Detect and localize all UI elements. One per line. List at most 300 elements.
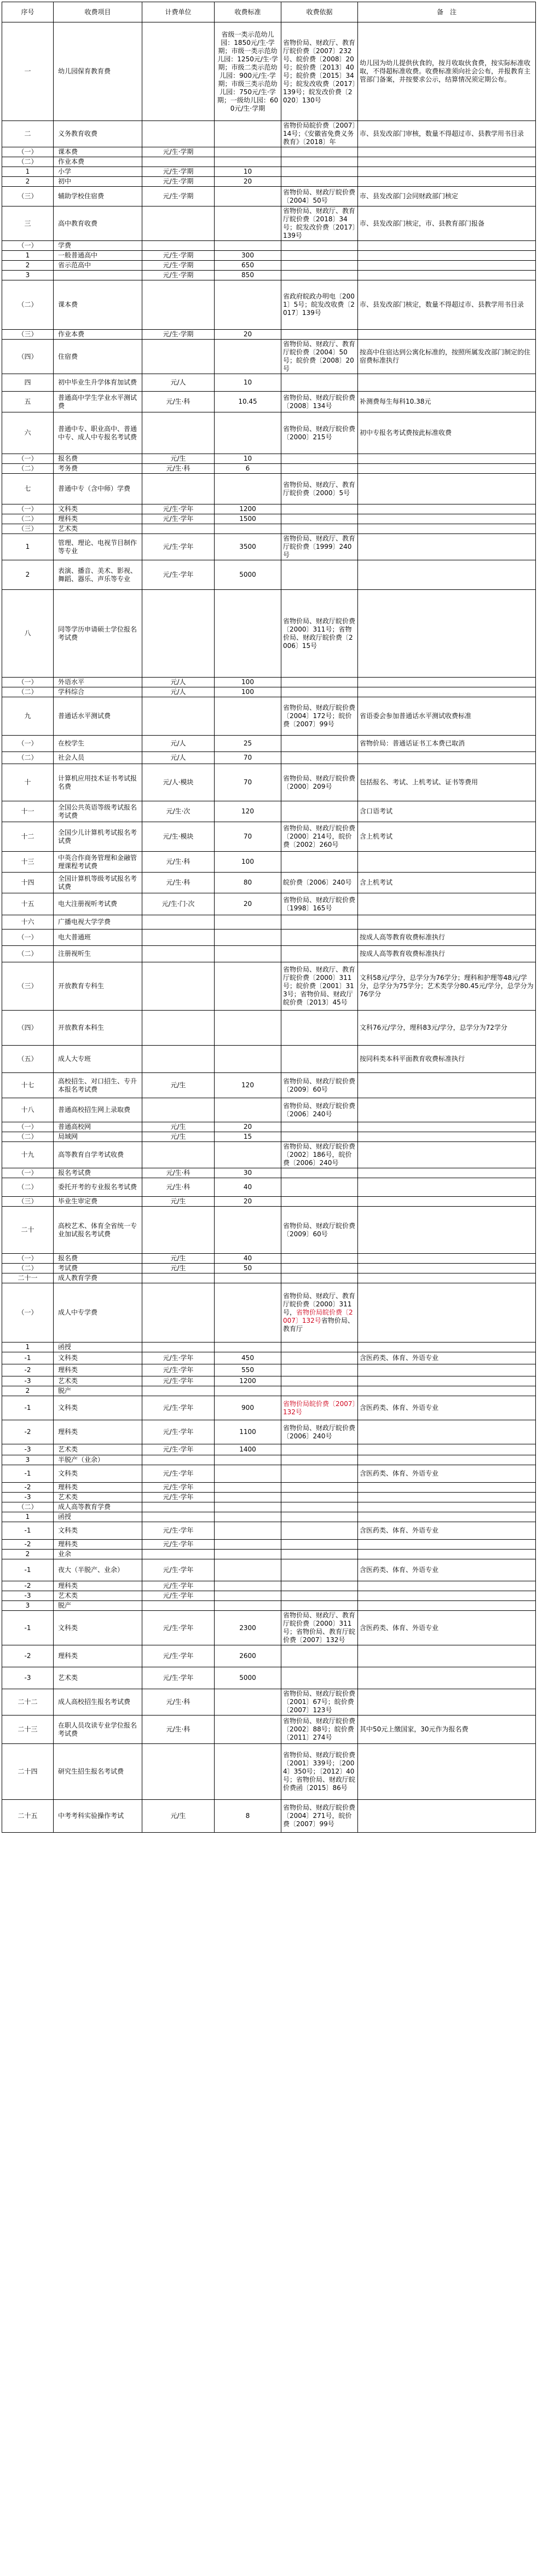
fee-table <box>2 2 536 1833</box>
fee-basis <box>281 946 358 962</box>
fee-standard: 6 <box>215 464 281 474</box>
billing-unit: 元/生·科 <box>142 1716 215 1744</box>
billing-unit <box>142 1455 215 1465</box>
fee-basis: 皖价费〔2006〕240号 <box>281 873 358 893</box>
table-row <box>2 801 536 822</box>
billing-unit: 元/生·学期 <box>142 261 215 271</box>
table-row <box>2 454 536 464</box>
fee-basis: 省物价局、财政厅皖价费〔2001〕339号；〔2004〕350号；〔2012〕40号；省物价局、财政厅皖价费函〔2015〕86号 <box>281 1744 358 1800</box>
fee-item: 研究生招生报名考试费 <box>54 1744 142 1800</box>
fee-basis: 省物价局、财政厅、教育厅皖价费〔2000〕311号；皖价费〔2001〕313号；省物价局、财政厅皖价费〔2013〕45号 <box>281 962 358 1011</box>
fee-standard: 10 <box>215 374 281 392</box>
billing-unit: 元/生·科 <box>142 873 215 893</box>
fee-item: 局域网 <box>54 1132 142 1142</box>
fee-item: 课本费 <box>54 280 142 330</box>
billing-unit <box>142 1386 215 1396</box>
fee-item: 初中毕业生升学体育加试费 <box>54 374 142 392</box>
fee-item: 学科综合 <box>54 687 142 697</box>
table-row <box>2 1011 536 1046</box>
billing-unit <box>142 474 215 504</box>
fee-basis <box>281 177 358 187</box>
fee-standard <box>215 1559 281 1581</box>
table-row <box>2 1386 536 1396</box>
fee-standard: 30 <box>215 1168 281 1178</box>
fee-standard <box>215 1716 281 1744</box>
row-number: 1 <box>2 534 54 560</box>
table-row <box>2 1264 536 1273</box>
table-row <box>2 121 536 147</box>
fee-item: 函授 <box>54 1342 142 1352</box>
fee-note <box>358 1283 536 1342</box>
fee-note <box>358 1444 536 1455</box>
fee-item: 报名考试费 <box>54 1168 142 1178</box>
row-number: 1 <box>2 251 54 261</box>
billing-unit: 元/生·学年 <box>142 1376 215 1386</box>
table-row <box>2 1273 536 1283</box>
fee-note: 其中50元上缴国家，30元作为报名费 <box>358 1716 536 1744</box>
billing-unit: 元/生·学年 <box>142 1352 215 1364</box>
fee-item: 高等教育自学考试收费 <box>54 1142 142 1168</box>
fee-item: 脱产 <box>54 1601 142 1611</box>
table-row <box>2 157 536 167</box>
billing-unit <box>142 22 215 121</box>
fee-item: 艺术类 <box>54 1444 142 1455</box>
table-row <box>2 736 536 752</box>
fee-standard: 20 <box>215 177 281 187</box>
fee-basis: 省物价局、财政厅、教育厅皖价费〔1999〕240号 <box>281 534 358 560</box>
header-standard: 收费标准 <box>215 2 281 22</box>
billing-unit <box>142 1046 215 1073</box>
fee-basis <box>281 801 358 822</box>
fee-basis <box>281 261 358 271</box>
row-number: （四） <box>2 340 54 374</box>
fee-note: 含上机考试 <box>358 822 536 852</box>
billing-unit <box>142 697 215 736</box>
fee-item: 住宿费 <box>54 340 142 374</box>
fee-item: 文科类 <box>54 1522 142 1540</box>
fee-basis <box>281 1273 358 1283</box>
fee-standard: 1500 <box>215 514 281 524</box>
header-basis: 收费依据 <box>281 2 358 22</box>
fee-item: 理科类 <box>54 1364 142 1376</box>
fee-basis <box>281 560 358 590</box>
fee-item: 辅助学校住宿费 <box>54 187 142 206</box>
fee-item: 高中教育收费 <box>54 206 142 241</box>
fee-note <box>358 1264 536 1273</box>
fee-item: 普通中专、职业高中、普通中专、成人中专报名考试费 <box>54 412 142 454</box>
billing-unit: 元/人 <box>142 374 215 392</box>
fee-note <box>358 1667 536 1689</box>
fee-standard: 70 <box>215 764 281 801</box>
fee-item: 课本费 <box>54 147 142 157</box>
fee-standard <box>215 1465 281 1483</box>
fee-standard <box>215 1342 281 1352</box>
billing-unit <box>142 1342 215 1352</box>
fee-item: 脱产 <box>54 1386 142 1396</box>
billing-unit: 元/人 <box>142 752 215 764</box>
fee-standard: 50 <box>215 1264 281 1273</box>
fee-note <box>358 1601 536 1611</box>
fee-item: 义务教育收费 <box>54 121 142 147</box>
row-number: 1 <box>2 167 54 177</box>
table-row <box>2 187 536 206</box>
table-row <box>2 1611 536 1645</box>
table-row <box>2 1207 536 1254</box>
fee-standard: 120 <box>215 801 281 822</box>
fee-note <box>358 1420 536 1444</box>
fee-basis <box>281 852 358 873</box>
fee-basis <box>281 1376 358 1386</box>
fee-basis <box>281 514 358 524</box>
billing-unit <box>142 241 215 251</box>
table-row <box>2 1800 536 1833</box>
fee-note <box>358 1493 536 1502</box>
billing-unit <box>142 930 215 946</box>
fee-basis: 省物价局、财政厅皖价费〔2006〕240号 <box>281 1098 358 1122</box>
fee-standard: 1200 <box>215 1376 281 1386</box>
fee-standard: 1200 <box>215 504 281 514</box>
fee-basis <box>281 1396 358 1420</box>
fee-item: 理科类 <box>54 1645 142 1667</box>
header-no: 序号 <box>2 2 54 22</box>
fee-basis <box>281 454 358 464</box>
fee-basis: 省物价局、财政厅、教育厅皖价费〔2018〕34号；皖发改价费〔2017〕139号 <box>281 206 358 241</box>
fee-standard: 20 <box>215 1197 281 1207</box>
table-row <box>2 464 536 474</box>
row-number: （五） <box>2 1046 54 1073</box>
table-row <box>2 1502 536 1512</box>
fee-standard: 100 <box>215 687 281 697</box>
fee-note: 补测费每生每科10.38元 <box>358 392 536 412</box>
fee-item: 表演、播音、美术、影视、舞蹈、器乐、声乐等专业 <box>54 560 142 590</box>
fee-standard <box>215 1207 281 1254</box>
fee-item: 艺术类 <box>54 1667 142 1689</box>
fee-standard: 70 <box>215 822 281 852</box>
fee-item: 电大注册视听考试费 <box>54 893 142 915</box>
fee-basis: 省物价局、财政厅皖价费〔2004〕172号；皖价费〔2007〕99号 <box>281 697 358 736</box>
billing-unit: 元/生·学期 <box>142 251 215 261</box>
fee-standard <box>215 157 281 167</box>
table-row <box>2 1168 536 1178</box>
fee-item: 艺术类 <box>54 1591 142 1601</box>
fee-note <box>358 1581 536 1591</box>
billing-unit: 元/生·学年 <box>142 1645 215 1667</box>
fee-basis-highlight: 省物价局皖价费〔2007〕132号 <box>283 1399 356 1416</box>
row-number: -3 <box>2 1376 54 1386</box>
billing-unit: 元/人·模块 <box>142 764 215 801</box>
billing-unit <box>142 280 215 330</box>
fee-item: 计算机应用技术证书考试报名费 <box>54 764 142 801</box>
fee-basis: 省物价局皖价费〔2007〕14号；《安徽省免费义务教育》〔2018〕年 <box>281 121 358 147</box>
fee-item: 同等学历申请硕士学位报名考试费 <box>54 590 142 678</box>
fee-standard: 300 <box>215 251 281 261</box>
fee-note: 含口语考试 <box>358 801 536 822</box>
fee-note <box>358 1591 536 1601</box>
fee-basis <box>281 1512 358 1522</box>
fee-standard: 2300 <box>215 1611 281 1645</box>
row-number: 十三 <box>2 852 54 873</box>
fee-note: 幼儿园为幼儿提供伙食的，按月收取伙食费，按实际标准收取，不得超标准收费。收费标准须向社会公布，并报教育主管部门备案，并按要求公示，结算情况须定期公布。 <box>358 22 536 121</box>
row-number: 十四 <box>2 873 54 893</box>
fee-note: 市、县发改部门会同财政部门核定 <box>358 187 536 206</box>
fee-standard: 8 <box>215 1800 281 1833</box>
fee-basis <box>281 1502 358 1512</box>
fee-basis: 省物价局、财政厅皖价费〔2000〕209号 <box>281 764 358 801</box>
fee-standard <box>215 1512 281 1522</box>
row-number: （三） <box>2 187 54 206</box>
fee-note <box>358 1197 536 1207</box>
fee-standard <box>215 697 281 736</box>
row-number: （二） <box>2 464 54 474</box>
fee-note <box>358 271 536 280</box>
fee-item: 理科类 <box>54 1483 142 1493</box>
table-row <box>2 915 536 930</box>
fee-standard <box>215 524 281 534</box>
fee-standard <box>215 1455 281 1465</box>
row-number: （三） <box>2 1197 54 1207</box>
fee-item: 省示范高中 <box>54 261 142 271</box>
fee-standard <box>215 962 281 1011</box>
row-number: -3 <box>2 1444 54 1455</box>
table-row <box>2 1396 536 1420</box>
fee-item: 管理、理论、电视节目制作等专业 <box>54 534 142 560</box>
fee-item: 成人中专学费 <box>54 1283 142 1342</box>
table-row <box>2 1716 536 1744</box>
fee-standard <box>215 1550 281 1559</box>
fee-standard: 25 <box>215 736 281 752</box>
billing-unit: 元/生·科 <box>142 1168 215 1178</box>
billing-unit: 元/生·学年 <box>142 1611 215 1645</box>
table-row <box>2 514 536 524</box>
fee-basis <box>281 678 358 687</box>
fee-basis <box>281 1645 358 1667</box>
billing-unit <box>142 340 215 374</box>
row-number: （二） <box>2 514 54 524</box>
fee-basis: 省物价局、财政厅皖价费〔2002〕88号；皖价费〔2011〕274号 <box>281 1716 358 1744</box>
fee-basis: 省物价局、财政厅皖价费〔2008〕134号 <box>281 392 358 412</box>
billing-unit <box>142 1502 215 1512</box>
fee-standard: 900 <box>215 1396 281 1420</box>
fee-basis: 省物价局、财政厅皖价费〔2000〕215号 <box>281 412 358 454</box>
fee-standard: 2600 <box>215 1645 281 1667</box>
fee-standard <box>215 1483 281 1493</box>
table-row <box>2 560 536 590</box>
fee-basis <box>281 1352 358 1364</box>
fee-note <box>358 374 536 392</box>
fee-basis <box>281 1178 358 1197</box>
row-number: 十八 <box>2 1098 54 1122</box>
billing-unit: 元/生·学年 <box>142 534 215 560</box>
fee-standard: 省级一类示范幼儿园：1850元/生·学期；市级一类示范幼儿园：1250元/生·学期；市级二类示范幼儿园：900元/生·学期；市级三类示范幼儿园：750元/生·学期；一级幼儿园：600元/生·学期 <box>215 22 281 121</box>
fee-standard <box>215 280 281 330</box>
row-number: （二） <box>2 1132 54 1142</box>
row-number: -3 <box>2 1493 54 1502</box>
billing-unit <box>142 1550 215 1559</box>
fee-note: 含医药类、体育、外语专业 <box>358 1396 536 1420</box>
fee-basis: 省物价局、财政厅皖价费〔2009〕60号 <box>281 1073 358 1098</box>
billing-unit <box>142 1744 215 1800</box>
table-row <box>2 697 536 736</box>
row-number: 二十五 <box>2 1800 54 1833</box>
fee-basis: 省物价局、财政厅、教育厅皖价费〔2004〕50号；皖价费〔2008〕20号 <box>281 340 358 374</box>
row-number: 十七 <box>2 1073 54 1098</box>
fee-basis: 省物价局、财政厅皖价费〔2006〕240号 <box>281 1420 358 1444</box>
billing-unit <box>142 1207 215 1254</box>
fee-item: 考试费 <box>54 1264 142 1273</box>
billing-unit: 元/生·学年 <box>142 1522 215 1540</box>
fee-basis <box>281 1254 358 1264</box>
fee-note <box>358 852 536 873</box>
table-row <box>2 392 536 412</box>
fee-note <box>358 1502 536 1512</box>
billing-unit: 元/生 <box>142 1122 215 1132</box>
table-row <box>2 1197 536 1207</box>
row-number: （二） <box>2 1178 54 1197</box>
fee-item: 成人高校招生报名考试费 <box>54 1689 142 1716</box>
fee-standard: 70 <box>215 752 281 764</box>
fee-note <box>358 524 536 534</box>
billing-unit: 元/生·学期 <box>142 167 215 177</box>
fee-item: 文科类 <box>54 504 142 514</box>
fee-standard <box>215 206 281 241</box>
table-row <box>2 412 536 454</box>
fee-note: 省语委会参加普通话水平测试收费标准 <box>358 697 536 736</box>
billing-unit: 元/生·学年 <box>142 1667 215 1689</box>
fee-item: 全国少儿计算机考试报名考试费 <box>54 822 142 852</box>
fee-standard: 450 <box>215 1352 281 1364</box>
table-row <box>2 504 536 514</box>
row-number: （二） <box>2 752 54 764</box>
billing-unit: 元/人 <box>142 678 215 687</box>
table-row <box>2 893 536 915</box>
fee-standard: 20 <box>215 893 281 915</box>
row-number: （一） <box>2 147 54 157</box>
fee-standard: 10.45 <box>215 392 281 412</box>
fee-note <box>358 1550 536 1559</box>
table-row <box>2 1352 536 1364</box>
fee-basis <box>281 374 358 392</box>
fee-standard: 40 <box>215 1178 281 1197</box>
billing-unit: 元/生·学年 <box>142 560 215 590</box>
billing-unit <box>142 962 215 1011</box>
table-row <box>2 1444 536 1455</box>
fee-basis <box>281 1591 358 1601</box>
table-row <box>2 1376 536 1386</box>
fee-item: 广播电视大学学费 <box>54 915 142 930</box>
row-number: -2 <box>2 1581 54 1591</box>
row-number: 2 <box>2 560 54 590</box>
fee-basis <box>281 1493 358 1502</box>
fee-note: 包括报名、考试、上机考试、证书等费用 <box>358 764 536 801</box>
row-number: （一） <box>2 454 54 464</box>
fee-standard: 20 <box>215 1122 281 1132</box>
fee-note <box>358 514 536 524</box>
fee-standard <box>215 915 281 930</box>
fee-item: 小学 <box>54 167 142 177</box>
fee-basis: 省物价局、财政厅皖价费〔2009〕60号 <box>281 1207 358 1254</box>
billing-unit: 元/生·学年 <box>142 504 215 514</box>
table-row <box>2 1550 536 1559</box>
table-row <box>2 822 536 852</box>
fee-standard: 1400 <box>215 1444 281 1455</box>
fee-standard: 5000 <box>215 560 281 590</box>
fee-note: 市、县发改部门审核，数量不得超过市、县教学用书目录 <box>358 121 536 147</box>
fee-note <box>358 147 536 157</box>
row-number: （一） <box>2 241 54 251</box>
billing-unit: 元/生·学年 <box>142 1493 215 1502</box>
table-row <box>2 534 536 560</box>
table-row <box>2 474 536 504</box>
row-number: 二十一 <box>2 1273 54 1283</box>
fee-note: 文科58元/学分，总学分为76学分；理科和护理等48元/学分，总学分为75学分；艺术类学分80.45元/学分，总学分为76学分 <box>358 962 536 1011</box>
header-item: 收费项目 <box>54 2 142 22</box>
fee-item: 文科类 <box>54 1352 142 1364</box>
table-row <box>2 873 536 893</box>
fee-note: 含医药类、体育、外语专业 <box>358 1352 536 1364</box>
fee-item: 文科类 <box>54 1396 142 1420</box>
fee-item: 高校艺术、体育全省统一专业加试报名考试费 <box>54 1207 142 1254</box>
fee-standard <box>215 412 281 454</box>
table-row <box>2 280 536 330</box>
row-number: -1 <box>2 1559 54 1581</box>
fee-note <box>358 504 536 514</box>
row-number: 十一 <box>2 801 54 822</box>
fee-basis: 省物价局、财政厅皖价费〔2004〕271号，皖价费〔2007〕99号 <box>281 1800 358 1833</box>
billing-unit: 元/生·科 <box>142 852 215 873</box>
fee-item: 开放教育专科生 <box>54 962 142 1011</box>
row-number: -2 <box>2 1364 54 1376</box>
table-row <box>2 1420 536 1444</box>
fee-standard <box>215 1502 281 1512</box>
table-row <box>2 1522 536 1540</box>
table-row <box>2 1465 536 1483</box>
fee-item: 普通中专（含中师）学费 <box>54 474 142 504</box>
fee-basis <box>281 687 358 697</box>
fee-note: 市、县发改部门核定，市、县教育部门报备 <box>358 206 536 241</box>
fee-basis <box>281 1540 358 1550</box>
table-row <box>2 1540 536 1550</box>
fee-basis <box>281 736 358 752</box>
row-number: 九 <box>2 697 54 736</box>
fee-item: 中英合作商务管理和金融管理课程考试费 <box>54 852 142 873</box>
fee-basis <box>281 271 358 280</box>
table-row <box>2 1142 536 1168</box>
fee-note: 初中专报名考试费按此标准收费 <box>358 412 536 454</box>
fee-item: 一般普通高中 <box>54 251 142 261</box>
billing-unit <box>142 524 215 534</box>
fee-standard <box>215 1011 281 1046</box>
table-row <box>2 1254 536 1264</box>
fee-note: 按成人高等教育收费标准执行 <box>358 946 536 962</box>
row-number: 二十二 <box>2 1689 54 1716</box>
fee-standard: 120 <box>215 1073 281 1098</box>
billing-unit: 元/生·学年 <box>142 1581 215 1591</box>
table-row <box>2 946 536 962</box>
table-row <box>2 374 536 392</box>
fee-basis <box>281 752 358 764</box>
fee-basis <box>281 1132 358 1142</box>
fee-basis <box>281 1483 358 1493</box>
row-number: （一） <box>2 504 54 514</box>
fee-note <box>358 1178 536 1197</box>
fee-note <box>358 1098 536 1122</box>
fee-item: 在校学生 <box>54 736 142 752</box>
fee-note <box>358 678 536 687</box>
fee-note <box>358 893 536 915</box>
fee-basis <box>281 1168 358 1178</box>
fee-item: 普通高校网 <box>54 1122 142 1132</box>
fee-item: 考务费 <box>54 464 142 474</box>
